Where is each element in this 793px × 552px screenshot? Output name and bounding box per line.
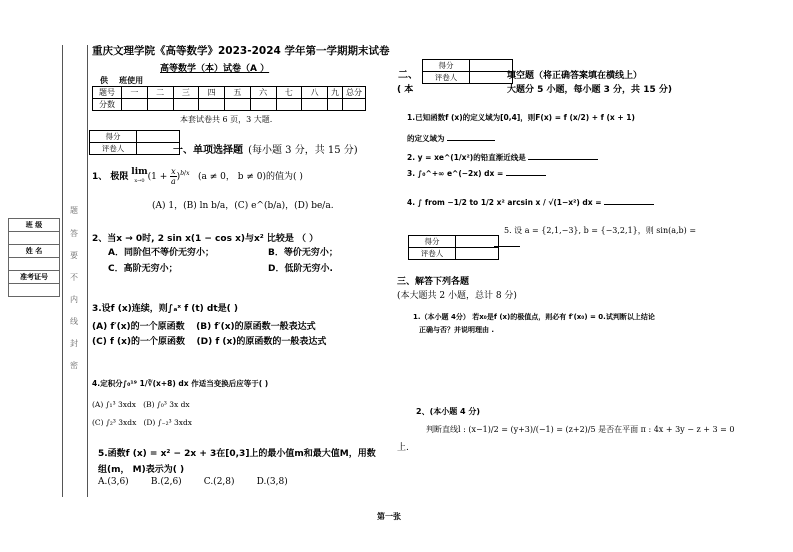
question-1-4: 4.定积分∫₀¹⁹ 1/∛(x+8) dx 作适当变换后应等于( ) — [92, 379, 269, 388]
binding-line-outer — [62, 45, 63, 497]
q2-option-b: B．等价无穷小； — [268, 248, 338, 258]
question-1-5-cont: 组(m， M)表示为( ) — [98, 465, 185, 475]
q3-options-row2: (C) f (x)的一个原函数 (D) f (x)的原函数的一般表达式 — [92, 337, 327, 347]
exam-id-label: 准考证号 — [9, 271, 60, 284]
question-1-1: 1、 极限 lim x→0 (1 + $\frac{x}{a}$ )$^{b/x}$ (a ≠ 0， b ≠ 0)的值为( ) — [92, 167, 303, 186]
student-info-table — [8, 218, 60, 297]
class-label: 班 级 — [9, 219, 60, 232]
section2-number-cont: ( 本 — [397, 85, 414, 95]
section2-heading: 填空题（将正确答案填在横线上） — [507, 71, 643, 81]
fill-answer-3[interactable] — [506, 166, 546, 176]
fill-answer-2[interactable] — [528, 150, 598, 160]
section3-note: (本大题共 2 小题，总计 8 分) — [397, 291, 517, 301]
score-header-row: 题号 一 二 三 四 五 六 七 八 九 总分 — [93, 87, 366, 99]
answer-question-2-tail: 上. — [397, 443, 409, 453]
exam-subtitle: 高等数学（本）试卷（A ） — [160, 64, 270, 74]
score-summary-table — [92, 86, 366, 111]
fill-question-3: 3. ∫₀^+∞ e^(−2x) dx = — [407, 166, 546, 178]
q3-options-row1: (A) f′(x)的一个原函数 (B) f′(x)的原函数一般表达式 — [92, 322, 316, 332]
q2-option-c: C．高阶无穷小； — [108, 264, 178, 274]
fill-question-4: 4. ∫ from −1/2 to 1/2 x² arcsin x / √(1−x²) dx = — [407, 195, 654, 207]
q5-options: A.(3,6) B.(2,6) C.(2,8) D.(3,8) — [98, 477, 288, 487]
fill-question-1: 1.已知函数f (x)的定义域为[0,4]，则F(x) = f (x/2) + f (x + 1) — [407, 113, 635, 122]
section2-number: 二、 — [398, 70, 418, 81]
score-value-row: 分数 — [93, 99, 366, 111]
grader-box-section3: 得分 评卷人 — [408, 235, 499, 260]
name-field[interactable] — [9, 258, 60, 271]
section2-note: 大题分 5 小题，每小题 3 分，共 15 分) — [507, 85, 672, 95]
fill-answer-1[interactable] — [447, 131, 495, 141]
q2-option-a: A．同阶但不等价无穷小； — [108, 248, 214, 258]
page-info: 本套试卷共 6 页，3 大题. — [180, 115, 273, 124]
binding-line-inner — [87, 45, 88, 497]
question-1-1-options: (A) 1，(B) ln b/a，(C) e^(b/a)，(D) be/a. — [152, 201, 334, 211]
name-label: 姓 名 — [9, 245, 60, 258]
fill-answer-4[interactable] — [604, 195, 654, 205]
fill-question-2: 2. y = xe^(1/x²)的铅直渐近线是 — [407, 150, 598, 163]
fill-question-1-cont: 的定义域为 — [407, 131, 495, 144]
grader-box-section2: 得分 评卷人 — [422, 59, 513, 84]
answer-question-1-cont: 正确与否？并说明理由 . — [419, 326, 495, 334]
question-1-2: 2、当x → 0时, 2 sin x(1 − cos x)与x² 比较是 （ ） — [92, 234, 319, 244]
page-footer: 第一张 — [377, 512, 401, 521]
question-1-5: 5.函数f (x) = x² − 2x + 3在[0,3]上的最小值m和最大值M，用数 — [98, 449, 376, 459]
section3-heading: 三、解答下列各题 — [397, 277, 470, 287]
q4-options-row1: (A) ∫₁³ 3xdx (B) ∫₀³ 3x dx — [92, 400, 190, 409]
section1-heading: 一、单项选择题 (每小题 3 分，共 15 分) — [173, 145, 358, 156]
question-1-3: 3.设f (x)连续，则∫ₐˣ f (t) dt是( ) — [92, 304, 239, 314]
class-field[interactable] — [9, 232, 60, 245]
q2-option-d: D．低阶无穷小. — [268, 264, 333, 274]
usage-note: 供 班使用 — [100, 76, 144, 85]
exam-id-field[interactable] — [9, 284, 60, 297]
answer-question-1: 1.（本小题 4分） 若x₀是f (x)的极值点，则必有 f′(x₀) = 0.试判断以上结论 — [413, 313, 655, 321]
fill-question-5: 5. 设 a = {2,1,−3}, b = {−3,2,1}，则 sin(a,b) = — [504, 226, 697, 235]
exam-title: 重庆文理学院《高等数学》2023-2024 学年第一学期期末试卷 — [92, 45, 390, 57]
grader-box-section1: 得分 评卷人 — [89, 130, 180, 155]
answer-question-2-heading: 2、(本小题 4 分) — [416, 407, 481, 416]
answer-question-2: 判断直线l : (x−1)/2 = (y+3)/(−1) = (z+2)/5 是否在平面 π : 4x + 3y − z + 3 = 0 — [426, 425, 735, 434]
q4-options-row2: (C) ∫₂³ 3xdx (D) ∫₋₂³ 3xdx — [92, 418, 193, 427]
